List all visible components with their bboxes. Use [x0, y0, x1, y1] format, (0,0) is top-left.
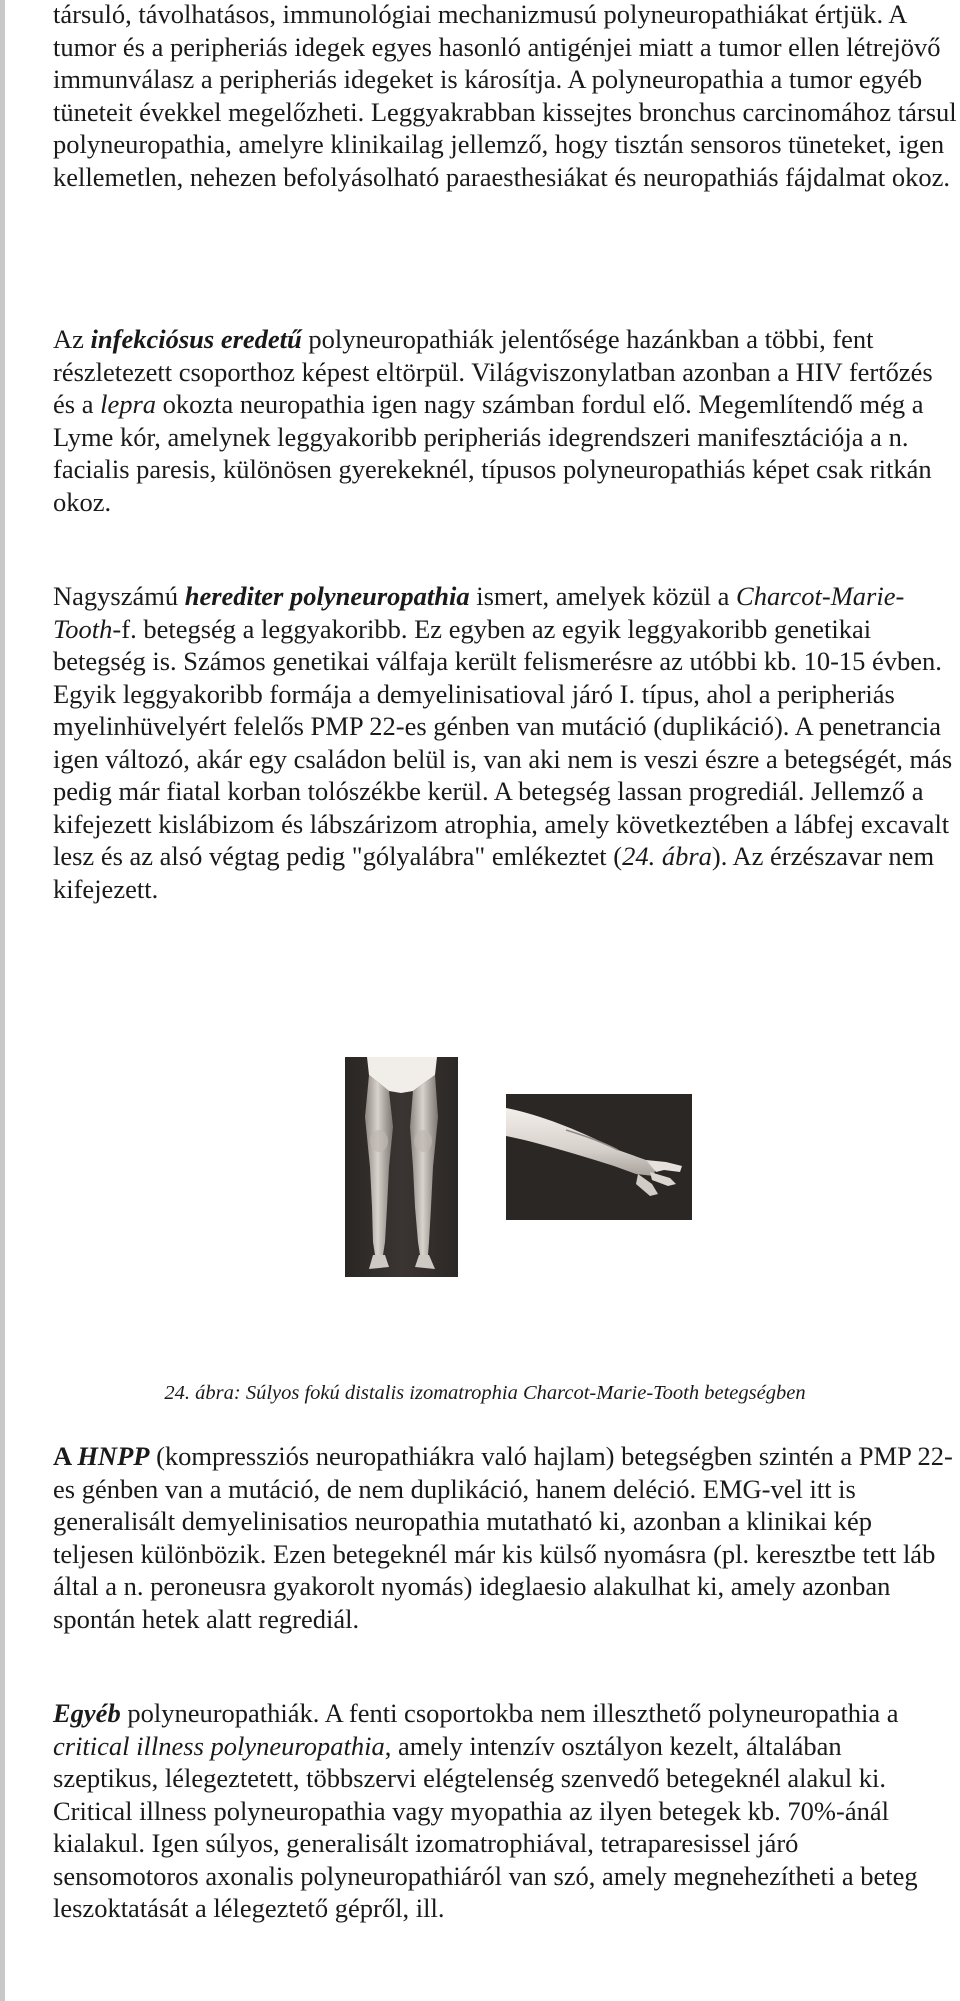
emphasis-cmt: Charcot-Marie-Tooth: [53, 581, 905, 644]
paragraph-hnpp: [53, 1440, 953, 1635]
emphasis-hnpp: HNPP: [77, 1441, 150, 1471]
paragraph-infectious: [53, 323, 933, 518]
emphasis-lepra: lepra: [100, 389, 157, 419]
legs-photo-icon: [345, 1057, 458, 1277]
paragraph-hereditary: [53, 580, 960, 905]
text-run: ). Az érzészavar nem kifejezett.: [53, 841, 935, 904]
emphasis-hereditary: herediter polyneuropathia: [184, 581, 470, 611]
figure-reference-link: 24. ábra: [622, 841, 712, 871]
text-run: Az: [53, 324, 91, 354]
text-run: polyneuropathiák jelentősége hazánkban a többi, fent részletezett csoporthoz képest eltörpül. Világviszonylatban azonban a HIV fertőzés és a: [53, 324, 933, 419]
text-run: -f. betegség a leggyakoribb. Ez egyben az egyik leggyakoribb genetikai betegség is. Számos genetikai válfaja került felismerésre az utóbbi kb. 10-15 évben. Egyik leggyakoribb formája a demyelinisatioval járó I. típus, ahol a peripheriás myelinhüvelyért felelős PMP 22-es génben van mutáció (duplikáció). A penetrancia igen változó, akár egy családon belül is, van aki nem is veszi észre a betegségét, más pedig már fiatal korban tolószékbe kerül. A betegség lassan progrediál. Jellemző a kifejezett kislábizom és lábszárizom atrophia, amely következtében a lábfej excavalt lesz és az alsó végtag pedig "gólyalábra" emlékeztet (: [53, 613, 953, 871]
text-run: okozta neuropathia igen nagy számban fordul elő. Megemlítendő még a Lyme kór, amelynek leggyakoribb peripheriás idegrendszeri manifesztációja a n. facialis paresis, különösen gyerekeknél, típusos polyneuropathiás képet csak ritkán okoz.: [53, 389, 932, 517]
figure-caption: 24. ábra: Súlyos fokú distalis izomatrophia Charcot-Marie-Tooth betegségben: [164, 1382, 806, 1404]
text-run: polyneuropathiák. A fenti csoportokba nem illeszthető polyneuropathia a: [120, 1698, 899, 1728]
arm-hand-photo-icon: [506, 1094, 692, 1220]
text-run: ismert, amelyek közül a: [469, 581, 737, 611]
paragraph-text: társuló, távolhatásos, immunológiai mechanizmusú polyneuropathiákat értjük. A tumor és a peripheriás idegek egyes hasonló antigénjei miatt a tumor ellen létrejövő immunválasz a peripheriás idegeket is károsítja. A polyneuropathia a tumor egyéb tüneteit évekkel megelőzheti. Leggyakrabban kissejtes bronchus carcinomához társul polyneuropathia, amelyre klinikailag jellemző, hogy tisztán sensoros tüneteket, igen kellemetlen, nehezen befolyásolható paraesthesiákat és neuropathiás fájdalmat okoz.: [53, 0, 957, 192]
emphasis-other: Egyéb: [53, 1698, 121, 1728]
text-run: Nagyszámú: [53, 581, 185, 611]
paragraph-other: [53, 1697, 933, 1925]
paragraph-paraneoplastic: [53, 0, 960, 193]
text-run: (kompressziós neuropathiákra való hajlam) betegségben szintén a PMP 22-es génben van a mutáció, de nem duplikáció, hanem deléció. EMG-vel itt is generalisált demyelinisatios neuropathia mutatható ki, azonban a klinikai kép teljesen különbözik. Ezen betegeknél már kis külső nyomásra (pl. keresztbe tett láb által a n. peroneusra gyakorolt nyomás) ideglaesio alakulhat ki, amely azonban spontán hetek alatt regrediál.: [53, 1441, 953, 1634]
emphasis-infectious: infekciósus eredetű: [90, 324, 302, 354]
text-run: , amely intenzív osztályon kezelt, általában szeptikus, lélegeztetett, többszervi elégtelenség szenvedő betegeknél alakul ki. Critical illness polyneuropathia vagy myopathia az ilyen betegek kb. 70%-ánál kialakul. Igen súlyos, generalisált izomatrophiával, tetraparesissel járó sensomotoros axonalis polyneuropathiáról van szó, amely megnehezítheti a beteg leszoktatását a lélegeztető gépről, ill.: [53, 1730, 918, 1923]
emphasis-critical-illness: critical illness polyneuropathia: [53, 1730, 385, 1761]
text-run: A: [53, 1441, 78, 1471]
